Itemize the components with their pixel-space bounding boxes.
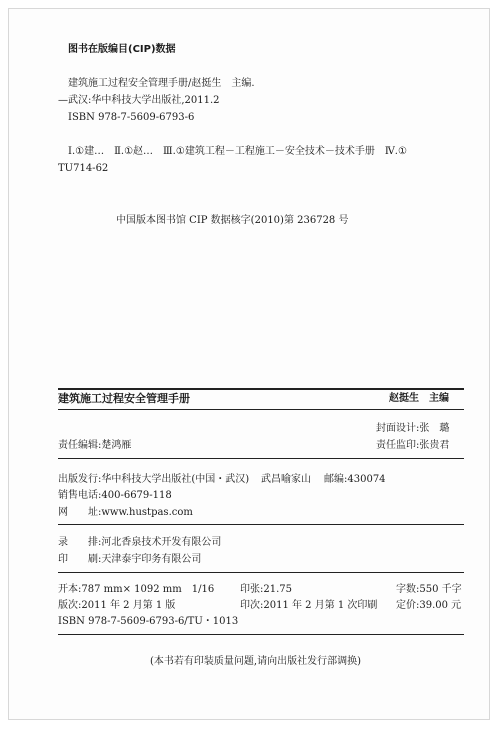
divider-production [58,572,464,573]
spec-isbn: ISBN 978-7-5609-6793-6/TU・1013 [58,616,239,627]
divider-specs [58,634,464,635]
cover-design: 封面设计:张 璐 [376,423,450,434]
cip-line-classification: Ⅰ.①建… Ⅱ.①赵… Ⅲ.①建筑工程－工程施工－安全技术－技术手册 Ⅳ.① [68,146,407,157]
print-supervisor: 责任监印:张贵君 [376,440,450,451]
publisher-website: 网 址:www.hustpas.com [58,507,193,518]
publisher-postcode: 邮编:430074 [324,474,386,485]
cip-line-publisher: —武汉:华中科技大学出版社,2011.2 [58,95,220,106]
divider-publisher [58,524,464,525]
spec-price: 定价:39.00 元 [396,600,462,611]
typesetting: 录 排:河北香泉技术开发有限公司 [58,537,222,548]
spec-sheets: 印张:21.75 [240,584,292,595]
editor-in-charge: 责任编辑:楚鸿雁 [58,440,132,451]
divider-staff [58,458,464,459]
book-editor: 赵挺生 主编 [389,393,449,404]
publisher-name: 出版发行:华中科技大学出版社(中国・武汉) [58,474,250,485]
cip-heading: 图书在版编目(CIP)数据 [68,44,176,55]
book-title: 建筑施工过程安全管理手册 [58,392,190,405]
cip-line-title: 建筑施工过程安全管理手册/赵挺生 主编. [68,78,255,89]
printer: 印 刷:天津泰宇印务有限公司 [58,554,202,565]
publisher-address: 武昌喻家山 [261,474,311,485]
cip-line-call-number: TU714-62 [58,163,109,174]
divider-top [58,388,464,390]
divider-title [58,409,464,410]
sales-phone: 销售电话:400-6679-118 [58,490,172,501]
quality-notice: (本书若有印装质量问题,请向出版社发行部调换) [150,656,361,667]
spec-impression: 印次:2011 年 2 月第 1 次印刷 [240,600,378,611]
cip-core-record: 中国版本图书馆 CIP 数据核字(2010)第 236728 号 [116,215,349,226]
spec-format: 开本:787 mm× 1092 mm 1/16 [58,584,215,595]
spec-edition: 版次:2011 年 2 月第 1 版 [58,600,176,611]
cip-line-isbn: ISBN 978-7-5609-6793-6 [68,112,195,123]
spec-words: 字数:550 千字 [396,584,462,595]
